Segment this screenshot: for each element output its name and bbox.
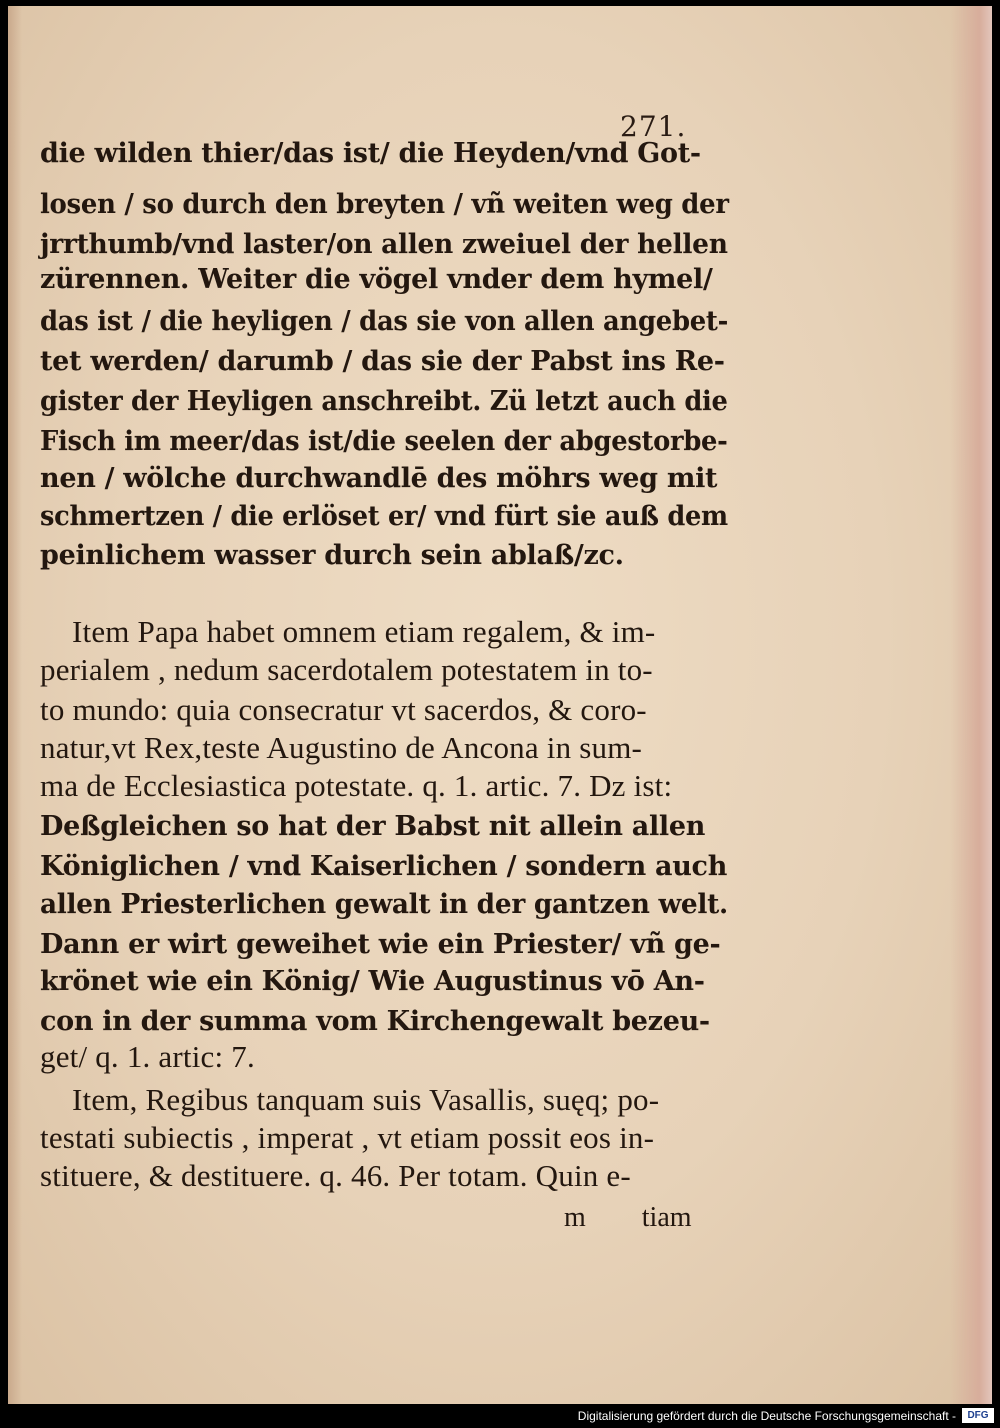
page-number: 271. xyxy=(620,110,687,143)
text-line: Fisch im meer/das ist/die seelen der abgestorbe- xyxy=(40,426,728,457)
text-line: tet werden/ darumb / das sie der Pabst ins Re- xyxy=(40,346,725,377)
text-line: Deßgleichen so hat der Babst nit allein allen xyxy=(40,811,706,842)
text-line: allen Priesterlichen gewalt in der gantzen welt. xyxy=(40,889,728,920)
text-line: gister der Heyligen anschreibt. Zü letzt auch die xyxy=(40,386,728,417)
text-line: krönet wie ein König/ Wie Augustinus vō An- xyxy=(40,966,705,997)
text-line: schmertzen / die erlöset er/ vnd fürt sie auß dem xyxy=(40,501,728,532)
text-line: peinlichem wasser durch sein ablaß/zc. xyxy=(40,540,624,571)
text-line: testati subiectis , imperat , vt etiam possit eos in- xyxy=(40,1120,655,1155)
text-line: Item, Regibus tanquam suis Vasallis, suęq; po- xyxy=(72,1082,660,1117)
text-line: die wilden thier/das ist/ die Heyden/vnd Got- xyxy=(40,138,701,169)
text-line: stituere, & destituere. q. 46. Per totam. Quin e- xyxy=(40,1158,631,1193)
catchword: m tiam xyxy=(564,1202,692,1233)
text-line: losen / so durch den breyten / vñ weiten weg der xyxy=(40,189,729,220)
text-line: zürennen. Weiter die vögel vnder dem hymel/ xyxy=(40,264,713,295)
text-line: get/ q. 1. artic: 7. xyxy=(40,1039,255,1074)
text-line: to mundo: quia consecratur vt sacerdos, & coro- xyxy=(40,692,647,727)
text-line: das ist / die heyligen / das sie von allen angebet- xyxy=(40,306,729,337)
funding-notice: Digitalisierung gefördert durch die Deutsche Forschungsgemeinschaft - xyxy=(577,1409,956,1423)
book-page xyxy=(8,6,992,1404)
text-line: perialem , nedum sacerdotalem potestatem in to- xyxy=(40,652,653,687)
text-line: con in der summa vom Kirchengewalt bezeu- xyxy=(40,1006,710,1037)
text-line: Königlichen / vnd Kaiserlichen / sondern auch xyxy=(40,851,728,882)
text-line: ma de Ecclesiastica potestate. q. 1. artic. 7. Dz ist: xyxy=(40,768,673,803)
text-line: jrrthumb/vnd laster/on allen zweiuel der hellen xyxy=(40,229,728,260)
dfg-logo: DFG xyxy=(962,1408,994,1423)
text-line: natur,vt Rex,teste Augustino de Ancona in sum- xyxy=(40,730,643,765)
text-line: Dann er wirt geweihet wie ein Priester/ vñ ge- xyxy=(40,929,721,960)
text-line: nen / wölche durchwandlē des möhrs weg mit xyxy=(40,463,718,494)
page-text xyxy=(8,6,992,1404)
text-line: Item Papa habet omnem etiam regalem, & im- xyxy=(72,614,656,649)
footer-bar xyxy=(0,1404,1000,1428)
